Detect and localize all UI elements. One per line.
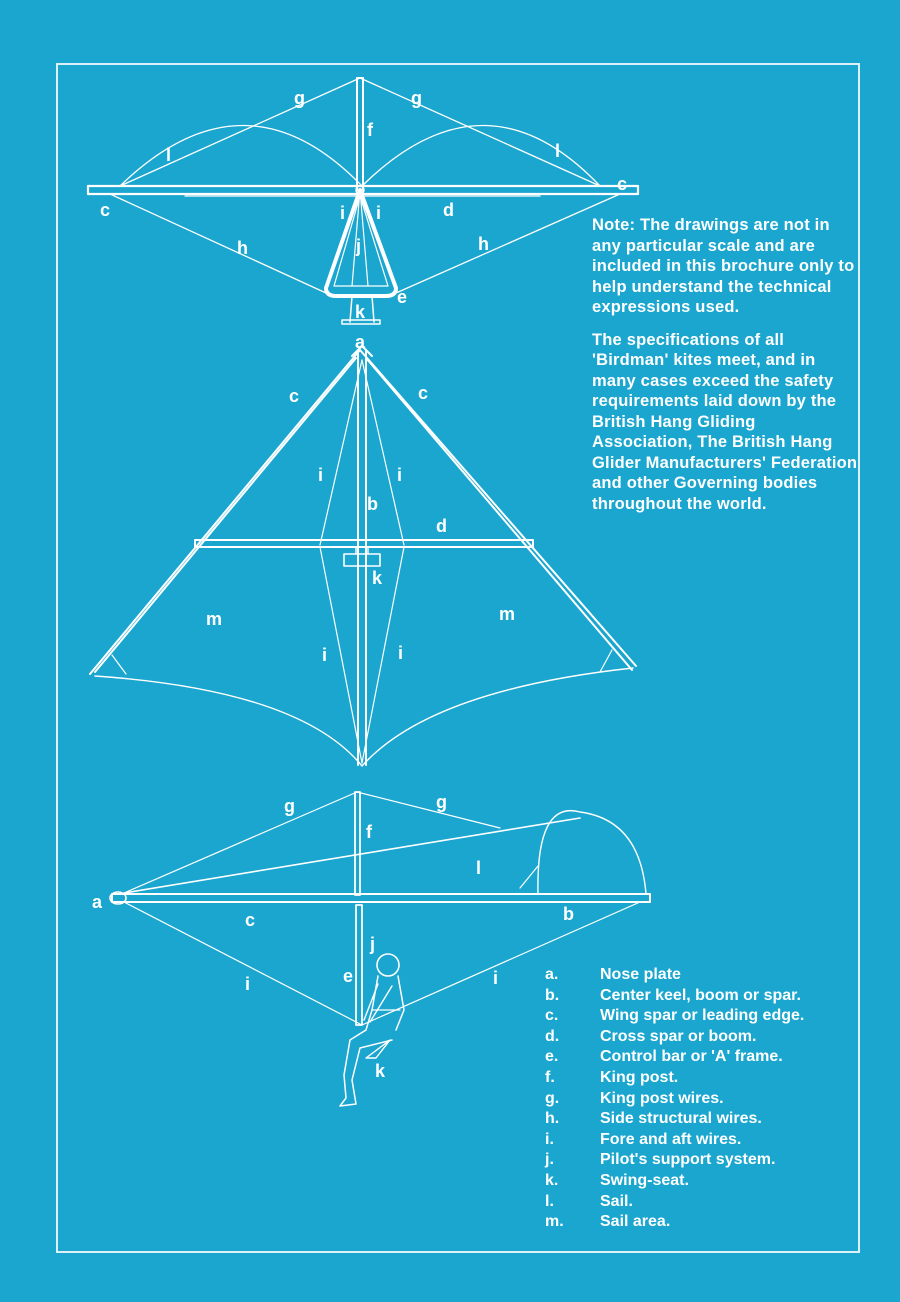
legend-item [545,965,865,986]
legend-item [545,1068,865,1089]
legend-key: f. [545,1068,555,1086]
legend-text: Side structural wires. [600,1110,762,1128]
front-label-h-left: h [237,238,248,258]
legend-text: Fore and aft wires. [600,1130,742,1148]
legend-item [545,1109,865,1130]
side-label-b: b [563,904,574,924]
side-label-c: c [245,910,256,930]
legend-item [545,1212,865,1233]
side-label-j: j [370,934,376,954]
top-label-m-left: m [206,609,223,629]
legend-item [545,1089,865,1110]
front-label-k: k [355,302,366,322]
legend-text: Wing spar or leading edge. [600,1007,805,1025]
legend-key: g. [545,1089,560,1107]
legend-item [545,1192,865,1213]
front-label-c-right: c [617,174,628,194]
front-view-drawing [88,78,638,324]
side-label-e: e [343,966,354,986]
legend-item [545,1171,865,1192]
note-paragraph-specifications: The specifications of all 'Birdman' kites meet, and in many cases exceed the safety requirements laid down by the British Hang Gliding Association, The British Hang Glider Manufacturers' Federation and other Governing bodies throughout the world. [592,330,858,513]
side-label-i-left: i [245,974,251,994]
legend-text: Swing-seat. [600,1171,689,1189]
legend-text: Pilot's support system. [600,1151,776,1169]
top-label-i-lower-left: i [322,645,328,665]
note-paragraph-scale: Note: The drawings are not in any particular scale and are included in this brochure only to help understand the technical expressions used. [592,216,855,316]
side-label-g-right: g [436,792,447,812]
legend-key: c. [545,1007,559,1025]
legend-text: King post. [600,1068,679,1086]
legend-key: e. [545,1048,559,1066]
top-label-c-left: c [289,386,300,406]
front-label-i-right: i [376,203,382,223]
top-label-m-right: m [499,604,516,624]
top-label-i-upper-right: i [397,465,403,485]
legend-key: h. [545,1110,560,1128]
front-label-e: e [397,287,408,307]
top-label-c-right: c [418,383,429,403]
legend-text: Center keel, boom or spar. [600,986,801,1004]
side-label-k: k [375,1061,386,1081]
legend-text: King post wires. [600,1089,724,1107]
side-label-f: f [366,822,372,842]
front-label-g-left: g [294,88,305,108]
legend-text: Sail. [600,1192,633,1210]
scale-note [592,215,860,526]
legend-key: k. [545,1171,559,1189]
front-label-l-right: l [555,141,561,161]
legend-key: d. [545,1027,560,1045]
legend-key: a. [545,966,559,983]
front-label-f: f [367,120,373,140]
legend-key: b. [545,986,560,1004]
top-label-d: d [436,516,447,536]
top-label-k: k [372,568,383,588]
top-label-b: b [367,494,378,514]
side-label-g-left: g [284,796,295,816]
side-label-i-right: i [493,968,499,988]
front-label-g-right: g [411,88,422,108]
parts-legend [545,965,865,1233]
legend-item [545,1130,865,1151]
top-label-a: a [355,332,366,352]
legend-item [545,1047,865,1068]
legend-item [545,1027,865,1048]
legend-text: Control bar or 'A' frame. [600,1048,783,1066]
legend-text: Nose plate [600,966,681,983]
legend-key: i. [545,1130,554,1148]
legend-text: Cross spar or boom. [600,1027,757,1045]
front-label-j: j [356,236,362,256]
legend-item [545,1150,865,1171]
side-label-l: l [476,858,482,878]
legend-text: Sail area. [600,1213,671,1231]
legend-item [545,1006,865,1027]
front-label-c-left: c [100,200,111,220]
legend-key: m. [545,1213,564,1231]
front-label-d: d [443,200,454,220]
legend-key: l. [545,1192,554,1210]
top-view-drawing [90,346,636,766]
legend-key: j. [545,1151,554,1169]
top-label-i-upper-left: i [318,465,324,485]
front-label-l-left: l [166,145,172,165]
front-label-i-left: i [340,203,346,223]
legend-item [545,986,865,1007]
front-label-h-right: h [478,234,489,254]
top-label-i-lower-right: i [398,643,404,663]
side-label-a: a [92,892,103,912]
